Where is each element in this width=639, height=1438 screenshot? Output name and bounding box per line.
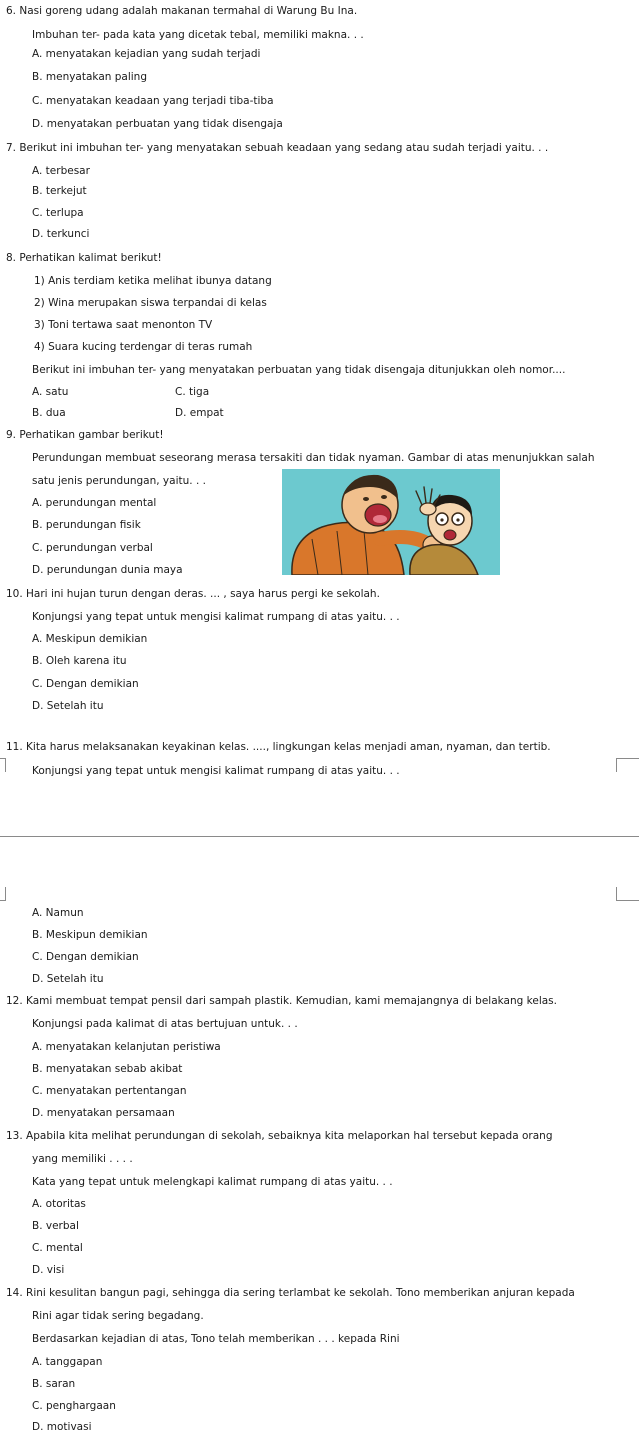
q6-option-b: B. menyatakan paling <box>32 71 147 83</box>
q6-stem: 6. Nasi goreng udang adalah makanan termahal di Warung Bu Ina. <box>6 5 358 17</box>
q8-option-b: B. dua <box>32 407 66 419</box>
q6-option-a: A. menyatakan kejadian yang sudah terjadi <box>32 48 261 60</box>
q12-stem: 12. Kami membuat tempat pensil dari sampah plastik. Kemudian, kami memajangnya di belakang kelas. <box>6 995 557 1007</box>
q8-sentence-2: 2) Wina merupakan siswa terpandai di kelas <box>34 297 267 309</box>
q11-prompt: Konjungsi yang tepat untuk mengisi kalimat rumpang di atas yaitu. . . <box>32 765 400 777</box>
q6-option-d: D. menyatakan perbuatan yang tidak disengaja <box>32 118 283 130</box>
q9-stem: 9. Perhatikan gambar berikut! <box>6 429 164 441</box>
q12-prompt: Konjungsi pada kalimat di atas bertujuan untuk. . . <box>32 1018 298 1030</box>
q12-option-a: A. menyatakan kelanjutan peristiwa <box>32 1041 221 1053</box>
q11-option-a: A. Namun <box>32 907 84 919</box>
q14-prompt: Berdasarkan kejadian di atas, Tono telah memberikan . . . kepada Rini <box>32 1333 400 1345</box>
q7-option-c: C. terlupa <box>32 207 84 219</box>
q14-option-c: C. penghargaan <box>32 1400 116 1412</box>
q11-option-c: C. Dengan demikian <box>32 951 139 963</box>
q10-stem: 10. Hari ini hujan turun dengan deras. ... , saya harus pergi ke sekolah. <box>6 588 380 600</box>
q10-option-b: B. Oleh karena itu <box>32 655 127 667</box>
q9-option-a: A. perundungan mental <box>32 497 157 509</box>
q10-option-c: C. Dengan demikian <box>32 678 139 690</box>
q13-option-d: D. visi <box>32 1264 65 1276</box>
q13-option-b: B. verbal <box>32 1220 79 1232</box>
q8-option-c: C. tiga <box>175 386 210 398</box>
q13-stem-line2: yang memiliki . . . . <box>32 1153 133 1165</box>
q14-option-b: B. saran <box>32 1378 76 1390</box>
q14-stem-line1: 14. Rini kesulitan bangun pagi, sehingga dia sering terlambat ke sekolah. Tono memberikan anjuran kepada <box>6 1287 575 1299</box>
crop-mark-top-right <box>616 758 639 772</box>
q8-sentence-3: 3) Toni tertawa saat menonton TV <box>34 319 213 331</box>
q11-option-d: D. Setelah itu <box>32 973 104 985</box>
q13-stem-line1: 13. Apabila kita melihat perundungan di sekolah, sebaiknya kita melaporkan hal tersebut kepada orang <box>6 1130 553 1142</box>
bullying-illustration <box>282 469 500 575</box>
q10-option-a: A. Meskipun demikian <box>32 633 148 645</box>
q10-option-d: D. Setelah itu <box>32 700 104 712</box>
page-divider <box>0 836 639 837</box>
q9-prompt-line1: Perundungan membuat seseorang merasa tersakiti dan tidak nyaman. Gambar di atas menunjukkan salah <box>32 452 595 464</box>
q7-option-a: A. terbesar <box>32 165 90 177</box>
q9-option-c: C. perundungan verbal <box>32 542 153 554</box>
crop-mark-bottom-right <box>616 887 639 901</box>
q6-option-c: C. menyatakan keadaan yang terjadi tiba-tiba <box>32 95 274 107</box>
q10-prompt: Konjungsi yang tepat untuk mengisi kalimat rumpang di atas yaitu. . . <box>32 611 400 623</box>
q14-option-a: A. tanggapan <box>32 1356 103 1368</box>
q8-option-a: A. satu <box>32 386 69 398</box>
q9-prompt-line2: satu jenis perundungan, yaitu. . . <box>32 475 206 487</box>
q14-stem-line2: Rini agar tidak sering begadang. <box>32 1310 204 1322</box>
q7-option-b: B. terkejut <box>32 185 87 197</box>
q8-prompt: Berikut ini imbuhan ter- yang menyatakan perbuatan yang tidak disengaja ditunjukkan oleh nomor.... <box>32 364 566 376</box>
crop-mark-bottom-left <box>0 887 6 901</box>
q8-sentence-4: 4) Suara kucing terdengar di teras rumah <box>34 341 253 353</box>
q13-prompt: Kata yang tepat untuk melengkapi kalimat rumpang di atas yaitu. . . <box>32 1176 393 1188</box>
q7-option-d: D. terkunci <box>32 228 90 240</box>
q13-option-a: A. otoritas <box>32 1198 86 1210</box>
q9-option-d: D. perundungan dunia maya <box>32 564 183 576</box>
q12-option-c: C. menyatakan pertentangan <box>32 1085 187 1097</box>
q12-option-d: D. menyatakan persamaan <box>32 1107 175 1119</box>
q11-option-b: B. Meskipun demikian <box>32 929 148 941</box>
q12-option-b: B. menyatakan sebab akibat <box>32 1063 183 1075</box>
q13-option-c: C. mental <box>32 1242 83 1254</box>
q8-option-d: D. empat <box>175 407 224 419</box>
q6-prompt: Imbuhan ter- pada kata yang dicetak tebal, memiliki makna. . . <box>32 29 364 41</box>
crop-mark-top-left <box>0 758 6 772</box>
q7-stem: 7. Berikut ini imbuhan ter- yang menyatakan sebuah keadaan yang sedang atau sudah terjadi yaitu. . . <box>6 142 549 154</box>
q11-stem: 11. Kita harus melaksanakan keyakinan kelas. ...., lingkungan kelas menjadi aman, nyaman, dan tertib. <box>6 741 551 753</box>
q9-option-b: B. perundungan fisik <box>32 519 141 531</box>
q8-stem: 8. Perhatikan kalimat berikut! <box>6 252 162 264</box>
q8-sentence-1: 1) Anis terdiam ketika melihat ibunya datang <box>34 275 272 287</box>
q14-option-d: D. motivasi <box>32 1421 92 1433</box>
